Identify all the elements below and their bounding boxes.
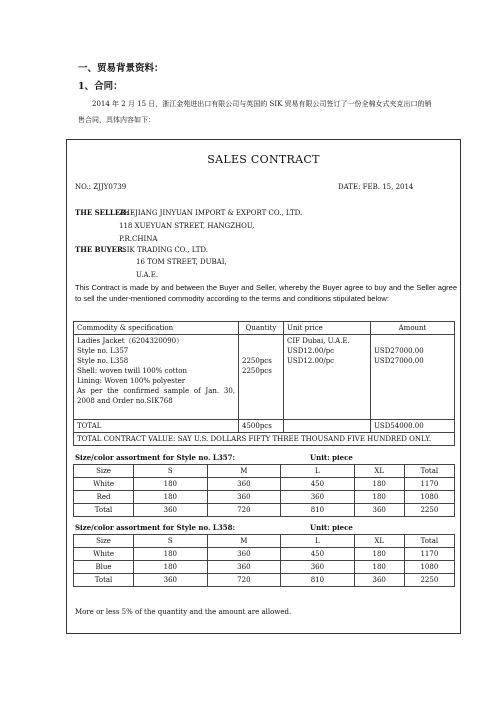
subsection-heading: 1、合同：: [78, 81, 123, 92]
seller-address-2: P.R.CHINA: [119, 235, 158, 243]
intro-paragraph: 2014 年 2 月 15 日，浙江金苑进出口有限公司与英国的 SIK 贸易有限公司签订了一份全棉女式夹克出口的销售合同，具体内容如下：: [78, 100, 432, 124]
table-cell: 2250: [404, 504, 454, 517]
total-row: [74, 420, 455, 433]
header-commodity: Commodity & specification: [74, 322, 239, 335]
size-header-cell: XL: [354, 465, 404, 478]
contract-clause: This Contract is made by and between the Buyer and Seller, whereby the Buyer agree to buy and the Seller agree to sell the under-mentioned commodity according to the terms and conditions stipulated below:: [75, 283, 457, 303]
table-cell: 360: [207, 478, 281, 491]
section-heading: 一、贸易背景资料：: [78, 63, 164, 74]
size-header-cell: M: [207, 535, 281, 548]
total-label: TOTAL: [74, 420, 239, 433]
total-quantity: 4500pcs: [239, 420, 284, 433]
commodity-line: Style no. L358: [77, 357, 129, 365]
commodity-row: [74, 335, 455, 420]
table-cell: 180: [134, 491, 208, 504]
total-value-text: TOTAL CONTRACT VALUE: SAY U.S. DOLLARS FIFTY THREE THOUSAND FIVE HUNDRED ONLY.: [74, 433, 455, 446]
table-row: [74, 548, 455, 561]
assortment-label-l358: Size/color assortment for Style no. L358:: [75, 523, 236, 532]
table-cell: 360: [354, 504, 404, 517]
table-row: [74, 561, 455, 574]
contract-date: DATE: FEB. 15, 2014: [338, 183, 414, 191]
assortment-table-l358: [73, 534, 455, 587]
commodity-table: [73, 321, 455, 446]
table-cell: 180: [134, 548, 208, 561]
seller-label: THE SELLER:: [75, 208, 129, 217]
table-row: [74, 478, 455, 491]
table-cell: 180: [354, 561, 404, 574]
contract-number: NO.: ZJJY0739: [75, 183, 127, 191]
table-cell: 180: [354, 548, 404, 561]
commodity-line: As per the confirmed sample of Jan. 30, 2008 and Order no.SIK768: [77, 387, 235, 405]
table-cell: Total: [74, 504, 134, 517]
tolerance-note: More or less 5% of the quantity and the amount are allowed.: [75, 608, 292, 616]
table-cell: 360: [207, 561, 281, 574]
assortment-table-l357: [73, 464, 455, 517]
size-header-row: [74, 535, 455, 548]
contract-title: SALES CONTRACT: [207, 153, 320, 166]
seller-name: ZHEJIANG JINYUAN IMPORT & EXPORT CO., LTD.: [119, 209, 303, 217]
table-cell: 180: [134, 478, 208, 491]
table-cell: 180: [354, 478, 404, 491]
table-cell: 360: [134, 504, 208, 517]
table-cell: 1170: [404, 548, 454, 561]
table-cell: 360: [134, 574, 208, 587]
table-cell: 1080: [404, 561, 454, 574]
table-cell: 450: [281, 478, 355, 491]
header-quantity: Quantity: [239, 322, 284, 335]
table-cell: 360: [207, 548, 281, 561]
unit-price-value: USD12.00/pc: [287, 357, 335, 365]
table-cell: 1170: [404, 478, 454, 491]
unit-label: Unit: piece: [310, 523, 353, 532]
size-header-cell: M: [207, 465, 281, 478]
amount-cell: [371, 335, 455, 420]
total-value-row: [74, 433, 455, 446]
unit-price-cell: [284, 335, 371, 420]
size-header-cell: Size: [74, 535, 134, 548]
table-cell: 180: [134, 561, 208, 574]
commodity-cell: [74, 335, 239, 420]
table-row: [74, 574, 455, 587]
table-cell: 810: [281, 504, 355, 517]
buyer-name: SIK TRADING CO., LTD.: [122, 246, 209, 254]
size-header-cell: S: [134, 535, 208, 548]
commodity-line: Ladies Jacket（6204320090）: [77, 337, 184, 345]
table-row: [74, 504, 455, 517]
size-header-cell: L: [281, 535, 355, 548]
quantity-cell: [239, 335, 284, 420]
buyer-address-2: U.A.E.: [136, 271, 159, 279]
table-cell: 360: [354, 574, 404, 587]
size-header-cell: Size: [74, 465, 134, 478]
commodity-line: Shell: woven twill 100% cotton: [77, 367, 188, 375]
table-cell: 1080: [404, 491, 454, 504]
size-header-row: [74, 465, 455, 478]
table-row: [74, 491, 455, 504]
header-amount: Amount: [371, 322, 455, 335]
table-cell: White: [74, 548, 134, 561]
unit-label: Unit: piece: [310, 453, 353, 462]
quantity-value: 2250pcs: [242, 367, 272, 375]
table-header-row: [74, 322, 455, 335]
buyer-label: THE BUYER:: [75, 245, 126, 254]
size-header-cell: L: [281, 465, 355, 478]
table-cell: 360: [281, 561, 355, 574]
buyer-address-1: 16 TOM STREET, DUBAI,: [136, 258, 227, 266]
amount-value: USD27000.00: [374, 347, 424, 355]
amount-value: USD27000.00: [374, 357, 424, 365]
size-header-cell: Total: [404, 535, 454, 548]
size-header-cell: S: [134, 465, 208, 478]
table-cell: 450: [281, 548, 355, 561]
commodity-line: Style no. L357: [77, 347, 129, 355]
table-cell: Blue: [74, 561, 134, 574]
table-cell: Total: [74, 574, 134, 587]
total-amount: USD54000.00: [371, 420, 455, 433]
price-terms: CIF Dubai, U.A.E.: [287, 337, 350, 345]
quantity-value: 2250pcs: [242, 357, 272, 365]
size-header-cell: Total: [404, 465, 454, 478]
table-cell: Red: [74, 491, 134, 504]
table-cell: White: [74, 478, 134, 491]
table-cell: 180: [354, 491, 404, 504]
unit-price-value: USD12.00/pc: [287, 347, 335, 355]
commodity-line: Lining: Woven 100% polyester: [77, 377, 186, 385]
size-header-cell: XL: [354, 535, 404, 548]
table-cell: 810: [281, 574, 355, 587]
header-unit-price: Unit price: [284, 322, 371, 335]
table-cell: 720: [207, 574, 281, 587]
seller-address-1: 118 XUEYUAN STREET, HANGZHOU,: [119, 222, 255, 230]
table-cell: 720: [207, 504, 281, 517]
table-cell: 360: [207, 491, 281, 504]
assortment-label-l357: Size/color assortment for Style no. L357:: [75, 453, 236, 462]
table-cell: 2250: [404, 574, 454, 587]
table-cell: 360: [281, 491, 355, 504]
